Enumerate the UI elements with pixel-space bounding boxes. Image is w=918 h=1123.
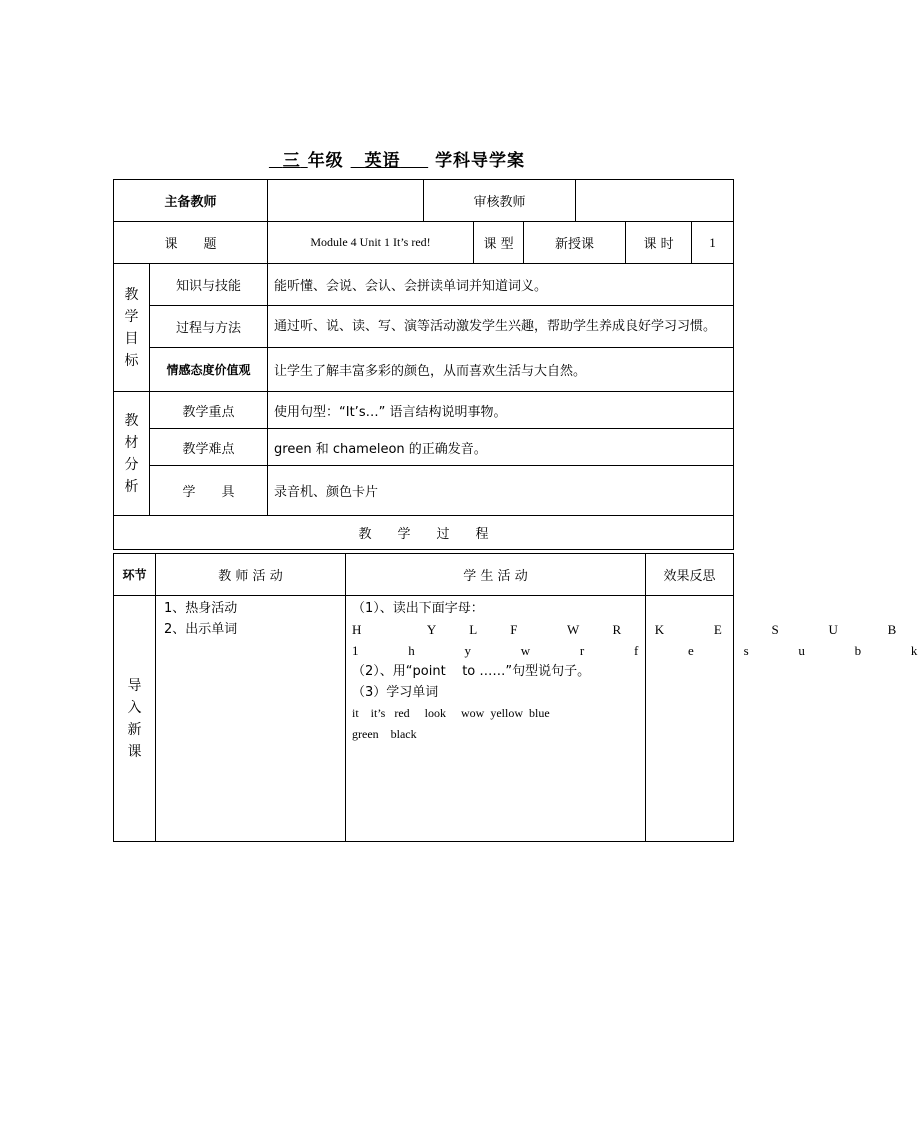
col-teacher-header: 教 师 活 动 — [156, 554, 346, 596]
process-title: 教 学 过 程 — [114, 516, 734, 550]
teacher-activities — [156, 596, 346, 842]
analysis-label: 教学难点 — [150, 429, 268, 466]
process-header-row — [114, 554, 734, 596]
process-table — [113, 553, 918, 842]
period-label: 课 时 — [626, 222, 692, 264]
period-value: 1 — [692, 222, 734, 264]
col-student-header: 学 生 活 动 — [346, 554, 646, 596]
info-row-topic — [114, 222, 734, 264]
student-line: green black — [352, 727, 417, 741]
lesson-type-label: 课 型 — [474, 222, 524, 264]
subject-blank: 英语 — [364, 151, 401, 171]
lead-teacher-value — [268, 180, 424, 222]
student-line: 1 h y w r f e s u b k — [352, 643, 918, 658]
grade-blank: 三 — [282, 151, 301, 171]
analysis-text: green 和 chameleon 的正确发音。 — [268, 429, 734, 466]
goal-text: 通过听、说、读、写、演等活动激发学生兴趣，帮助学生养成良好学习习惯。 — [268, 306, 734, 348]
analysis-text: 使用句型：“It’s…” 语言结构说明事物。 — [268, 392, 734, 429]
goal-label: 知识与技能 — [150, 264, 268, 306]
teacher-item: 2、出示单词 — [164, 622, 238, 637]
reviewer-value — [576, 180, 734, 222]
analysis-row — [114, 466, 734, 516]
goal-row — [114, 306, 734, 348]
info-row-teachers — [114, 180, 734, 222]
info-table — [113, 179, 734, 550]
topic-label: 课 题 — [114, 222, 268, 264]
process-row-intro — [114, 596, 734, 842]
student-line: （2）、用“point to ……”句型说句子。 — [352, 664, 591, 679]
goal-label: 过程与方法 — [150, 306, 268, 348]
goal-row — [114, 264, 734, 306]
grade-label: 年级 — [307, 151, 344, 171]
analysis-row — [114, 392, 734, 429]
teacher-item: 1、热身活动 — [164, 601, 238, 616]
student-line: it it’s red look wow yellow blue — [352, 706, 550, 720]
goal-text: 让学生了解丰富多彩的颜色，从而喜欢生活与大自然。 — [268, 348, 734, 392]
student-line: （3）学习单词 — [352, 685, 439, 700]
document-title — [0, 146, 794, 171]
analysis-group-label: 教 材 分 析 — [114, 392, 150, 516]
goals-group-label: 教 学 目 标 — [114, 264, 150, 392]
stage-label: 导 入 新 课 — [114, 596, 156, 842]
student-line: H Y L F W R K E S U B — [352, 622, 898, 637]
student-activities — [346, 596, 918, 842]
goal-text: 能听懂、会说、会认、会拼读单词并知道词义。 — [268, 264, 734, 306]
analysis-label: 学 具 — [150, 466, 268, 516]
topic-value: Module 4 Unit 1 It’s red! — [268, 222, 474, 264]
lead-teacher-label: 主备教师 — [114, 180, 268, 222]
goal-label: 情感态度价值观 — [150, 348, 268, 392]
student-line: （1）、读出下面字母： — [352, 601, 484, 616]
reviewer-label: 审核教师 — [424, 180, 576, 222]
analysis-text: 录音机、颜色卡片 — [268, 466, 734, 516]
lesson-type-value: 新授课 — [524, 222, 626, 264]
process-title-row — [114, 516, 734, 550]
col-reflection-header: 效果反思 — [646, 554, 734, 596]
doc-type: 学科导学案 — [435, 151, 526, 171]
goal-row — [114, 348, 734, 392]
col-stage-header: 环节 — [114, 554, 156, 596]
analysis-row — [114, 429, 734, 466]
analysis-label: 教学重点 — [150, 392, 268, 429]
